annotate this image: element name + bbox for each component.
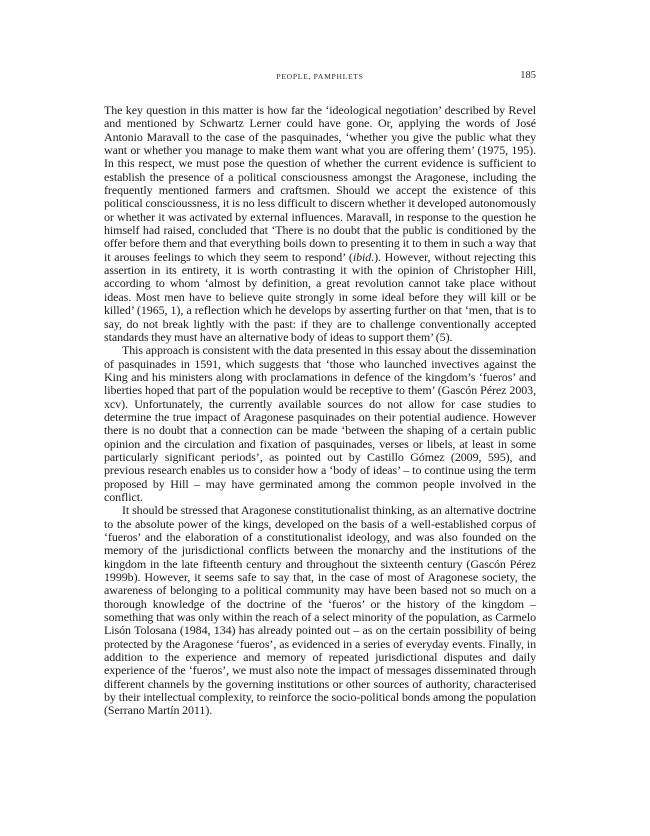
- paragraph-1-text-b: ). However, without rejecting this assertion in its entirety, it is worth contrasting it with the opinion of Christopher Hill, according to whom ‘almost by definition, a great revolution cannot take place without ideas. Most men have to believe quite strongly in some ideal before they will kill or be killed’ (1965, 1), a reflection which he develops by asserting further on that ‘men, that is to say, do not break lightly with the past: if they are to challenge conventionally accepted standards they must have an alternative body of ideas to support them’ (5).: [104, 249, 536, 344]
- paragraph-1: [104, 104, 536, 344]
- body-text: [104, 104, 536, 718]
- ibid-citation: ibid.: [352, 249, 375, 264]
- running-header: [104, 70, 536, 86]
- paragraph-2: This approach is consistent with the data presented in this essay about the dissemination of pasquinades in 1591, which suggests that ‘those who launched invectives against the King and his ministers along with proclamations in defence of the kingdom’s ‘fueros’ and liberties hoped that part of the population would be receptive to them’ (Gascón Pérez 2003, xcv). Unfortunately, the currently available sources do not allow for case studies to determine the true impact of Aragonese pasquinades on their potential audience. However there is no doubt that a connection can be made ‘between the shaping of a certain public opinion and the circulation and fixation of pasquinades, verses or libels, at least in some particularly significant periods’, as pointed out by Castillo Gómez (2009, 595), and previous research enables us to consider how a ‘body of ideas’ – to continue using the term proposed by Hill – may have germinated among the common people involved in the conflict.: [104, 343, 536, 504]
- paragraph-1-text-a: The key question in this matter is how far the ‘ideological negotiation’ described by Revel and mentioned by Schwartz Lerner could have gone. Or, applying the words of José Antonio Maravall to the case of the pasquinades, ‘whether you give the public what they want or whether you manage to make them want what you are offering them’ (1975, 195). In this respect, we must pose the question of whether the current evidence is sufficient to establish the presence of a political consciousness amongst the Aragonese, including the frequently mentioned farmers and craftsmen. Should we accept the existence of this political conscioussness, it is no less difficult to discern whether it developed autonomously or whether it was activated by external influences. Maravall, in response to the question he himself had raised, concluded that ‘There is no doubt that the public is conditioned by the offer before them and that everything boils down to presenting it to them in such a way that it arouses feelings to which they seem to respond’ (: [104, 103, 536, 264]
- running-title: PEOPLE, PAMPHLETS: [276, 72, 364, 81]
- paragraph-3: It should be stressed that Aragonese constitutionalist thinking, as an alternative doctrine to the absolute power of the kings, developed on the basis of a well-established corpus of ‘fueros’ and the elaboration of a constitutionalist ideology, and was also founded on the memory of the jurisdictional conflicts between the monarchy and the institutions of the kingdom in the late fifteenth century and throughout the sixteenth century (Gascón Pérez 1999b). However, it seems safe to say that, in the case of most of Aragonese society, the awareness of belonging to a political community may have been based not so much on a thorough knowledge of the doctrine of the ‘fueros’ or the history of the kingdom – something that was only within the reach of a select minority of the population, as Carmelo Lisón Tolosana (1984, 134) has already pointed out – as on the certain possibility of being protected by the Aragonese ‘fueros’, as evidenced in a series of everyday events. Finally, in addition to the experience and memory of repeated jurisdictional disputes and daily experience of the ‘fueros’, we must also note the impact of messages disseminated through different channels by the governing institutions or other sources of authority, characterised by their intellectual complexity, to reinforce the socio-political bonds among the population (Serrano Martín 2011).: [104, 503, 536, 718]
- page-number: 185: [520, 70, 536, 81]
